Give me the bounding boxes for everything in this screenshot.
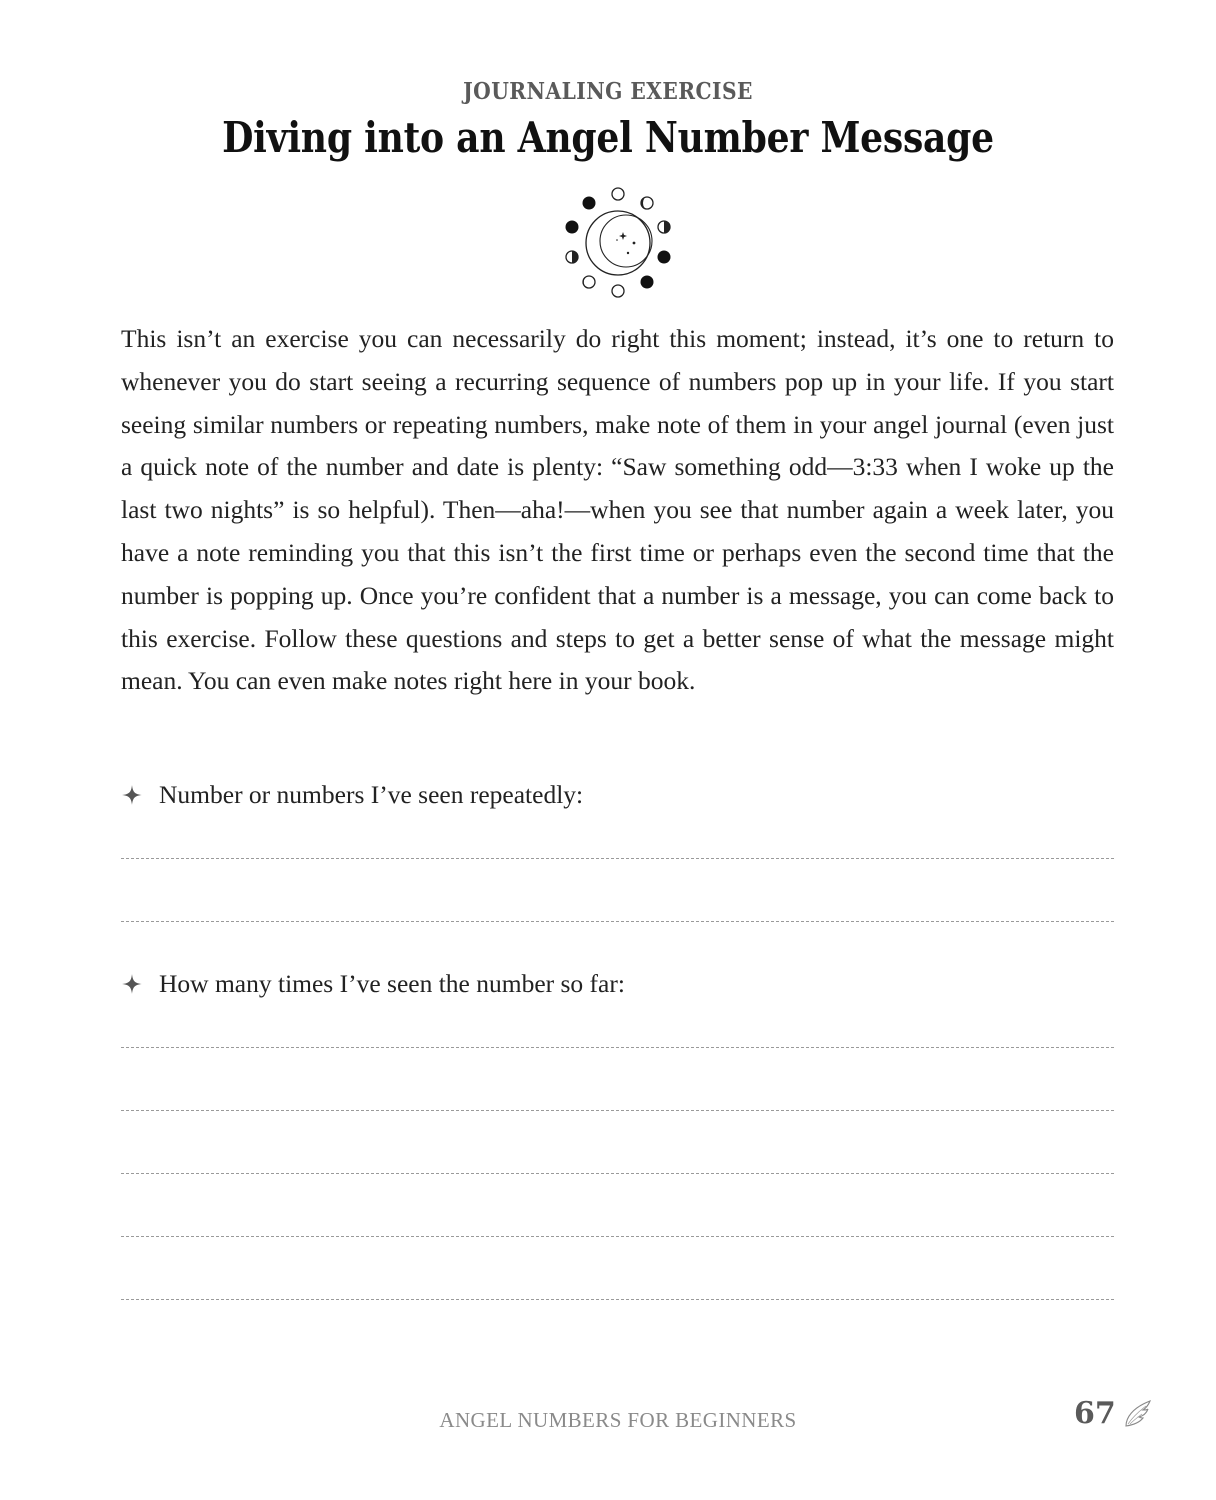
- section-kicker: JOURNALING EXERCISE: [463, 78, 753, 105]
- intro-paragraph: This isn’t an exercise you can necessarily do right this moment; instead, it’s one to return to whenever you do start seeing a recurring sequence of numbers pop up in your life. If you start seeing similar numbers or repeating numbers, make note of them in your angel journal (even just a quick note of the number and date is plenty: “Saw something odd—3:33 when I woke up the last two nights” is so helpful). Then—aha!—when you see that number again a week later, you have a note reminding you that this isn’t the first time or perhaps even the second time that the number is popping up. Once you’re confident that a number is a message, you can come back to this exercise. Follow these questions and steps to get a better sense of what the message might mean. You can even make notes right here in your book.: [121, 324, 1114, 696]
- page-number: 67: [1074, 1396, 1116, 1431]
- writing-line[interactable]: [121, 1299, 1114, 1300]
- writing-line[interactable]: [121, 858, 1114, 859]
- four-point-star-icon: [121, 973, 143, 995]
- prompt-times-seen: [121, 969, 1114, 999]
- prompt-numbers-seen: [121, 780, 1114, 810]
- writing-line[interactable]: [121, 921, 1114, 922]
- prompt-label: How many times I’ve seen the number so far:: [159, 969, 625, 998]
- writing-line[interactable]: [121, 1236, 1114, 1237]
- writing-line[interactable]: [121, 1047, 1114, 1048]
- prompt-label: Number or numbers I’ve seen repeatedly:: [159, 780, 584, 809]
- running-footer-book-title: ANGEL NUMBERS FOR BEGINNERS: [439, 1408, 797, 1432]
- writing-line[interactable]: [121, 1110, 1114, 1111]
- four-point-star-icon: [121, 784, 143, 806]
- moon-phases-circle-icon: [558, 183, 678, 303]
- writing-line[interactable]: [121, 1173, 1114, 1174]
- page-title: Diving into an Angel Number Message: [222, 113, 994, 162]
- angel-wing-icon: [1122, 1398, 1154, 1430]
